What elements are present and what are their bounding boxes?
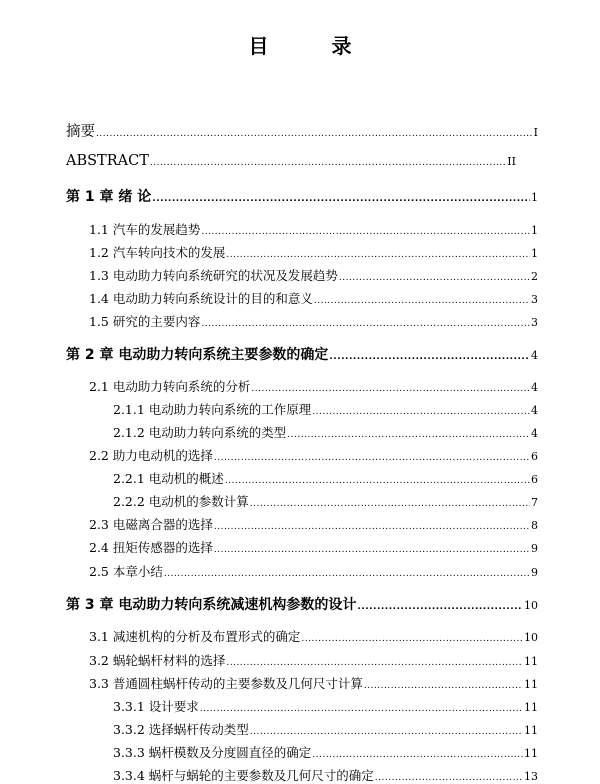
toc-page: 6 bbox=[531, 450, 538, 463]
toc-page: 11 bbox=[524, 747, 538, 760]
toc-entry-1-3[interactable] bbox=[89, 266, 538, 284]
toc-label: 3.3.2 选择蜗杆传动类型 bbox=[113, 722, 249, 737]
toc-label: 2.3 电磁离合器的选择 bbox=[89, 517, 213, 532]
toc-entry-3-3-2[interactable] bbox=[113, 720, 538, 738]
leader-dots bbox=[214, 517, 530, 532]
leader-dots bbox=[251, 379, 530, 394]
toc-entry-1-2[interactable] bbox=[89, 243, 538, 261]
toc-label: 2.1.1 电动助力转向系统的工作原理 bbox=[113, 402, 312, 417]
toc-entry-3-2[interactable] bbox=[89, 651, 538, 669]
leader-dots bbox=[201, 222, 530, 237]
leader-dots bbox=[375, 768, 523, 783]
leader-dots bbox=[214, 540, 530, 555]
toc-entry-chapter-1[interactable] bbox=[66, 186, 538, 206]
toc-page: 1 bbox=[531, 191, 538, 204]
toc-label: 1.3 电动助力转向系统研究的状况及发展趋势 bbox=[89, 268, 338, 283]
toc-label: 2.2.1 电动机的概述 bbox=[113, 471, 224, 486]
toc-entry-2-2[interactable] bbox=[89, 446, 538, 464]
leader-dots bbox=[364, 676, 523, 691]
toc-entry-chapter-2[interactable] bbox=[66, 344, 538, 364]
toc-page: 7 bbox=[531, 496, 538, 509]
toc-page: 10 bbox=[524, 631, 538, 644]
toc-label: ABSTRACT bbox=[66, 153, 149, 169]
toc-label: 2.5 本章小结 bbox=[89, 564, 163, 579]
toc-page: 1 bbox=[531, 224, 538, 237]
toc-page: 8 bbox=[531, 519, 538, 532]
leader-dots bbox=[339, 268, 530, 283]
toc-label: 3.3 普通圆柱蜗杆传动的主要参数及几何尺寸计算 bbox=[89, 676, 363, 691]
toc-label: 1.4 电动助力转向系统设计的目的和意义 bbox=[89, 291, 313, 306]
toc-page: 9 bbox=[531, 542, 538, 555]
toc-label: 2.4 扭矩传感器的选择 bbox=[89, 540, 213, 555]
toc-entry-3-1[interactable] bbox=[89, 627, 538, 645]
toc-label: 2.2.2 电动机的参数计算 bbox=[113, 494, 249, 509]
toc-label: 2.1.2 电动助力转向系统的类型 bbox=[113, 425, 287, 440]
leader-dots bbox=[357, 597, 523, 613]
leader-dots bbox=[226, 245, 530, 260]
toc-label: 1.1 汽车的发展趋势 bbox=[89, 222, 201, 237]
toc-entry-3-3[interactable] bbox=[89, 674, 538, 692]
leader-dots bbox=[226, 653, 523, 668]
toc-entry-2-1-1[interactable] bbox=[113, 400, 538, 418]
toc-label: 3.1 减速机构的分析及布置形式的确定 bbox=[89, 629, 301, 644]
toc-entry-2-1-2[interactable] bbox=[113, 423, 538, 441]
toc-label: 2.1 电动助力转向系统的分析 bbox=[89, 379, 251, 394]
toc-label: 2.2 助力电动机的选择 bbox=[89, 448, 213, 463]
toc-label: 1.2 汽车转向技术的发展 bbox=[89, 245, 226, 260]
toc-entry-2-5[interactable] bbox=[89, 562, 538, 580]
toc-entry-2-3[interactable] bbox=[89, 515, 538, 533]
toc-page: 3 bbox=[531, 293, 538, 306]
toc-entry-abstract-cn[interactable] bbox=[66, 120, 538, 141]
toc-entry-3-3-3[interactable] bbox=[113, 743, 538, 761]
toc-page: 6 bbox=[531, 473, 538, 486]
toc-label: 3.3.1 设计要求 bbox=[113, 699, 199, 714]
toc-page: 11 bbox=[524, 724, 538, 737]
toc-page: 10 bbox=[524, 599, 538, 612]
toc-page: II bbox=[507, 155, 516, 168]
toc-label: 1.5 研究的主要内容 bbox=[89, 314, 201, 329]
toc-page: I bbox=[533, 126, 538, 139]
toc-entry-2-2-2[interactable] bbox=[113, 492, 538, 510]
toc-entry-2-2-1[interactable] bbox=[113, 469, 538, 487]
leader-dots bbox=[287, 425, 530, 440]
leader-dots bbox=[312, 745, 523, 760]
toc-entry-2-1[interactable] bbox=[89, 377, 538, 395]
toc-page: 2 bbox=[531, 270, 538, 283]
toc-entry-3-3-4[interactable] bbox=[113, 766, 538, 784]
toc-page: 11 bbox=[524, 655, 538, 668]
leader-dots bbox=[150, 153, 506, 169]
toc-label: 第 1 章 绪 论 bbox=[66, 189, 152, 205]
toc-page: 4 bbox=[531, 404, 538, 417]
toc-entry-abstract-en[interactable] bbox=[66, 153, 516, 169]
toc-page: 4 bbox=[531, 349, 538, 362]
toc-page: 3 bbox=[531, 316, 538, 329]
toc-entry-chapter-3[interactable] bbox=[66, 594, 538, 614]
toc-entry-2-4[interactable] bbox=[89, 538, 538, 556]
leader-dots bbox=[201, 314, 530, 329]
leader-dots bbox=[164, 564, 530, 579]
leader-dots bbox=[225, 471, 530, 486]
toc-page: 4 bbox=[531, 381, 538, 394]
toc-label: 3.2 蜗轮蜗杆材料的选择 bbox=[89, 653, 226, 668]
page-title: 目 录 bbox=[248, 34, 380, 58]
leader-dots bbox=[312, 402, 530, 417]
toc-page: 1 bbox=[531, 247, 538, 260]
leader-dots bbox=[329, 347, 530, 363]
leader-dots bbox=[314, 291, 530, 306]
leader-dots bbox=[301, 629, 523, 644]
leader-dots bbox=[152, 189, 530, 205]
leader-dots bbox=[250, 722, 523, 737]
toc-page: 9 bbox=[531, 566, 538, 579]
toc-label: 3.3.3 蜗杆模数及分度圆直径的确定 bbox=[113, 745, 312, 760]
toc-page: 11 bbox=[524, 678, 538, 691]
toc-page: 4 bbox=[531, 427, 538, 440]
leader-dots bbox=[250, 494, 530, 509]
toc-label: 摘要 bbox=[66, 124, 95, 140]
leader-dots bbox=[96, 124, 533, 140]
toc-entry-1-5[interactable] bbox=[89, 312, 538, 330]
toc-page: 11 bbox=[524, 701, 538, 714]
toc-entry-1-1[interactable] bbox=[89, 220, 538, 238]
leader-dots bbox=[214, 448, 530, 463]
leader-dots bbox=[200, 699, 523, 714]
toc-label: 3.3.4 蜗杆与蜗轮的主要参数及几何尺寸的确定 bbox=[113, 768, 374, 783]
toc-entry-1-4[interactable] bbox=[89, 289, 538, 307]
toc-page: 13 bbox=[524, 770, 538, 783]
toc-label: 第 2 章 电动助力转向系统主要参数的确定 bbox=[66, 347, 329, 363]
toc-entry-3-3-1[interactable] bbox=[113, 697, 538, 715]
toc-label: 第 3 章 电动助力转向系统减速机构参数的设计 bbox=[66, 597, 357, 613]
